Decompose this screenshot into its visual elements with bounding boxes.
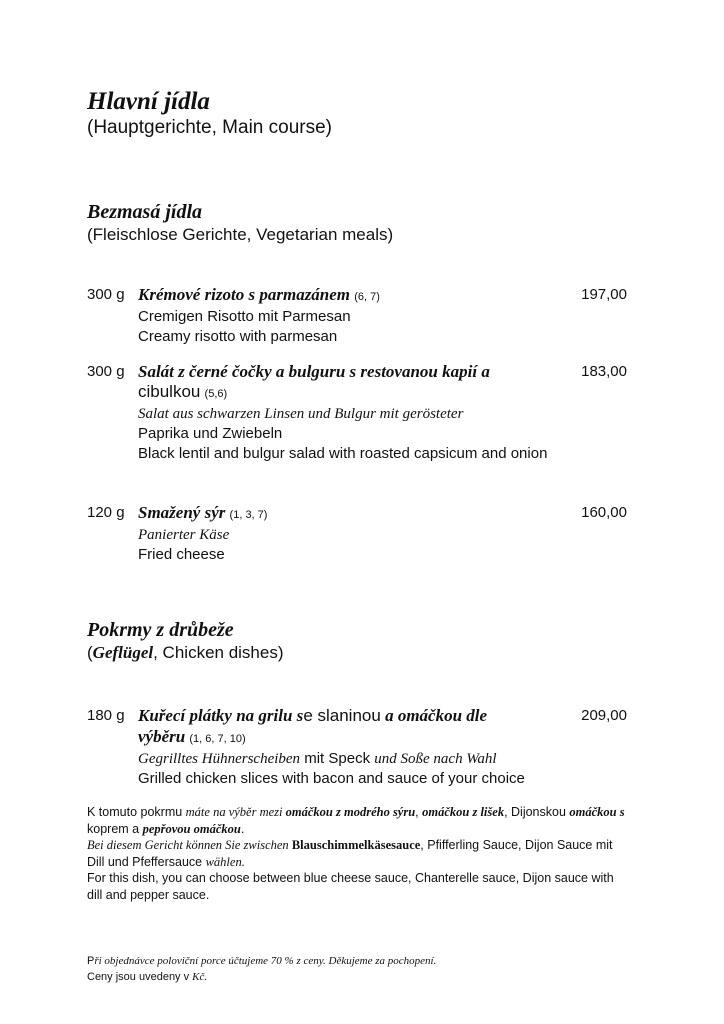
item-name-de: Gegrilltes Hühnerscheiben: [138, 751, 301, 767]
note-cz: [87, 804, 632, 837]
subtitle-part: , Chicken dishes): [153, 643, 284, 662]
item-weight: 300 g: [87, 286, 125, 303]
item-allergens: (1, 6, 7, 10): [189, 733, 246, 745]
note-part: .: [240, 821, 245, 836]
note-part: Blauschimmelkäsesauce: [291, 838, 421, 852]
item-name-en: Fried cheese: [138, 546, 225, 563]
currency-note: Ceny jsou uvedeny v: [87, 971, 193, 983]
item-name-de: Panierter Käse: [138, 527, 230, 543]
poultry-heading: [87, 618, 284, 664]
item-price: 183,00: [581, 363, 627, 380]
item-name: Salát z černé čočky a bulguru s restovanou kapií a: [138, 362, 490, 381]
menu-item: [87, 706, 627, 789]
item-name-de-cont: Paprika und Zwiebeln: [138, 425, 283, 442]
footer-part: P: [87, 955, 95, 967]
note-part: omáčkou z modrého sýru: [285, 805, 416, 819]
note-part: , Dijonskou: [504, 805, 570, 819]
menu-item: [87, 503, 627, 565]
note-part: omáčkou s: [569, 805, 625, 819]
section-subtitle: (Fleischlose Gerichte, Vegetarian meals): [87, 225, 394, 244]
sauce-note: [87, 804, 632, 903]
note-part: koprem a: [87, 821, 143, 836]
item-name-de: mit Speck: [300, 750, 375, 767]
currency-note: Kč.: [192, 971, 208, 983]
item-name-en: Grilled chicken slices with bacon and sauce of your choice: [138, 770, 525, 787]
subtitle-part: Geflügel: [92, 643, 154, 662]
half-portion-note: ři objednávce poloviční porce účtujeme 70 % z ceny. Děkujeme za pochopení.: [94, 955, 437, 967]
item-price: 160,00: [581, 504, 627, 521]
item-name: e slaninou: [303, 706, 381, 725]
note-de: [87, 837, 632, 870]
note-part: , Pfifferling Sauce, Dijon Sauce mit Dill und Pfeffersauce: [87, 838, 613, 869]
note-en: For this dish, you can choose between blue cheese sauce, Chanterelle sauce, Dijon sauce with dill and pepper sauce.: [87, 871, 614, 902]
item-name-en: Black lentil and bulgur salad with roasted capsicum and onion: [138, 445, 548, 462]
item-weight: 180 g: [87, 707, 125, 724]
page-subtitle: (Hauptgerichte, Main course): [87, 117, 332, 138]
menu-item: [87, 362, 627, 464]
item-name: Krémové rizoto s parmazánem: [138, 285, 351, 304]
item-name: Kuřecí plátky na grilu s: [138, 706, 304, 725]
menu-item: [87, 285, 627, 347]
note-part: omáčkou z lišek: [422, 805, 505, 819]
item-allergens: (6, 7): [354, 291, 380, 303]
item-name-de: Cremigen Risotto mit Parmesan: [138, 308, 351, 325]
item-name: Smažený sýr: [138, 503, 226, 522]
item-weight: 120 g: [87, 504, 125, 521]
note-part: K tomuto pokrmu: [87, 805, 186, 819]
section-title: Pokrmy z drůbeže: [87, 619, 234, 641]
note-part: Bei diesem Gericht können Sie zwischen: [87, 838, 292, 852]
note-part: ,: [415, 805, 423, 819]
main-heading: [87, 88, 332, 140]
item-price: 209,00: [581, 707, 627, 724]
item-name-de: und Soße nach Wahl: [374, 751, 497, 767]
item-weight: 300 g: [87, 363, 125, 380]
page-title: Hlavní jídla: [87, 88, 210, 115]
item-allergens: (1, 3, 7): [229, 509, 268, 521]
vegetarian-heading: [87, 200, 393, 246]
item-price: 197,00: [581, 286, 627, 303]
item-name-cont: cibulkou: [138, 382, 201, 401]
item-allergens: (5,6): [204, 388, 228, 400]
item-name-cont: výběru: [138, 727, 186, 746]
footer: [87, 953, 436, 985]
item-name: a omáčkou dle: [380, 706, 488, 725]
note-part: pepřovou omáčkou: [142, 821, 241, 836]
item-name-en: Creamy risotto with parmesan: [138, 328, 338, 345]
section-title: Bezmasá jídla: [87, 201, 203, 223]
subtitle-part: (: [87, 643, 93, 662]
item-name-de: Salat aus schwarzen Linsen und Bulgur mit gerösteter: [138, 406, 464, 422]
note-part: máte na výběr mezi: [185, 805, 286, 819]
note-part: wählen.: [205, 854, 245, 869]
